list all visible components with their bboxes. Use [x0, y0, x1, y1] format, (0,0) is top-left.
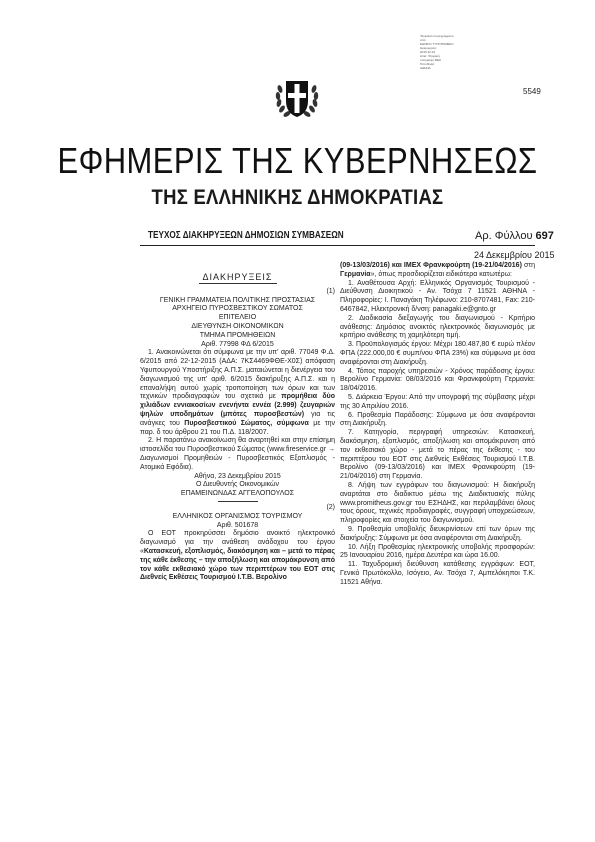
page-number: 5549 — [523, 87, 541, 96]
left-column — [140, 273, 335, 583]
greek-coat-of-arms-icon — [272, 75, 322, 121]
signatory-title: Ο Διευθυντής Οικονομικών — [195, 481, 280, 489]
place-date: Αθήνα, 23 Δεκεμβρίου 2015 — [194, 472, 281, 480]
authority-line: ΔΙΕΥΘΥΝΣΗ ΟΙΚΟΝΟΜΙΚΩΝ — [191, 322, 284, 330]
notice-paragraph: 2. Η παρατάνω ανακοίνωση θα αναρτηθεί και στην επίσημη ιστοσελίδα του Πυροσβεστικού Σώματος (www.fireservice.gr → Διαγωνισμοί Προμηθειών - Πυροσβεστικός Εξοπλισμός - Ατομικά Εφόδια). — [140, 437, 335, 471]
notice-number: (1) — [326, 287, 335, 295]
notice-paragraph: 1. Ανακοινώνεται ότι σύμφωνα με την υπ' αριθ. 77049 Φ.Δ. 6/2015 από 22-12-2015 (ΑΔΑ: 7ΚΣ4469ΦΘΕ-Χ0Σ) απόφαση Υφυπουργού Υποστήριξης Α.Π.Σ. ματαιώνεται η διενέργεια του διαγωνισμού της υπ' αριθ. 6/2015 διακήρυξης Α.Π.Σ. και η επαναλήψη αυτού χωρίς τροποποίηση των όρων και των τεχνικών προδιαγραφών του σχετικά με προμήθεια δύο χιλιάδων εννιακοσίων ενενήντα εννέα (2.999) ζευγαριών ψηλών υποδημάτων (μπότες πυροσβεστών) για τις ανάγκες του Πυροσβεστικού Σώματος, σύμφωνα με την παρ. δ του άρθρου 21 του Π.Δ. 118/2007. — [140, 349, 336, 436]
stamp-line: Ημερομηνία: — [420, 46, 437, 50]
stamp-line: υπογραφή ΦΕΚ — [420, 58, 442, 62]
stamp-line: 2015.12.24 — [420, 50, 436, 54]
issue-type: ΤΕΥΧΟΣ ΔΙΑΚΗΡΥΞΕΩΝ ΔΗΜΟΣΙΩΝ ΣΥΜΒΑΣΕΩΝ — [148, 230, 344, 241]
sheet-number: 697 — [535, 230, 554, 242]
stamp-line: Τοποθεσία: — [420, 62, 435, 66]
notice-item: 5. Διάρκεια Έργου: Από την υπογραφή της σύμβασης μέχρι της 30 Απριλίου 2016. — [340, 393, 535, 410]
reference-number: Αριθ. 77998 ΦΔ 6/2015 — [201, 340, 274, 348]
notice-number: (2) — [326, 503, 335, 511]
stamp-line: ΕΘΝΙΚΟ ΤΥΠΟΓΡΑΦΕΙΟ — [420, 42, 454, 46]
right-column — [340, 262, 535, 587]
sheet-label: Αρ. Φύλλου — [475, 230, 533, 242]
notice-item: 3. Προϋπολογισμός έργου: Μέχρι 180.487,80 € ευρώ πλέον ΦΠΑ (222.000,00 € συμπ/νου ΦΠΑ 23%) και σύμφωνα με όσα αναφέρονται στη Διακήρυξη. — [340, 341, 535, 366]
notice-item: 6. Προθεσμία Παράδοσης: Σύμφωνα με όσα αναφέρονται στη Διακήρυξη. — [340, 411, 535, 428]
gazette-subtitle: ΤΗΣ ΕΛΛΗΝΙΚΗΣ ΔΗΜΟΚΡΑΤΙΑΣ — [151, 186, 444, 209]
sheet-number-label — [475, 230, 554, 242]
stamp-line: ΑΘΗΝΑ — [420, 66, 431, 70]
authority-line: ΕΠΙΤΕΛΕΙΟ — [218, 314, 257, 322]
gazette-title: ΕΦΗΜΕΡΙΣ ΤΗΣ ΚΥΒΕΡΝΗΣΕΩΣ — [57, 140, 538, 181]
issue-date: 24 Δεκεμβρίου 2015 — [474, 250, 555, 260]
digital-signature-stamp — [420, 34, 480, 70]
notice-item: 7. Κατηγορία, περιγραφή υπηρεσιών: Κατασκευή, διακόσμηση, εξοπλισμός, αποξήλωση και απομάκρυνση από τον εκθεσιακό χώρο - μετά το πέρας της έκθεσης - του περιπτέρου του ΕΟΤ στις Διεθνείς Εκθέσεις Τουρισμού Ι.Τ.Β. Βερολίνο (09-13/03/2016) και ΙΜΕΧ Φρανκφούρτη (19-21/04/2016) στη Γερμανία. — [340, 429, 535, 481]
reference-number: Αριθ. 501678 — [216, 521, 259, 529]
section-heading: ΔΙΑΚΗΡΥΞΕΙΣ — [199, 273, 277, 284]
header-divider — [140, 245, 535, 246]
authority-line: ΕΛΛΗΝΙΚΟΣ ΟΡΓΑΝΙΣΜΟΣ ΤΟΥΡΙΣΜΟΥ — [172, 512, 303, 520]
signatory-name: ΕΠΑΜΕΙΝΩΝΔΑΣ ΑΓΓΕΛΟΠΟΥΛΟΣ — [180, 490, 295, 498]
notice-paragraph: (09-13/03/2016) και ΙΜΕΧ Φρανκφούρτη (19-21/04/2016) στη Γερμανία», όπως προσδιορίζεται ειδικότερα κατωτέρω: — [340, 262, 535, 278]
notice-item: 10. Λήξη Προθεσμίας ηλεκτρονικής υποβολής προσφορών: 25 Ιανουαρίου 2016, ημέρα Δευτέρα και ώρα 16.00. — [340, 543, 535, 560]
notice-item: 9. Προθεσμία υποβολής διευκρινίσεων επί των όρων της διακήρυξης: Σύμφωνα με όσα αναφέρονται στη Διακήρυξη. — [340, 525, 535, 542]
authority-line: ΓΕΝΙΚΗ ΓΡΑΜΜΑΤΕΙΑ ΠΟΛΙΤΙΚΗΣ ΠΡΟΣΤΑΣΙΑΣ — [159, 296, 316, 304]
notice-paragraph: Ο ΕΟΤ προκηρύσσει δημόσιο ανοικτό ηλεκτρονικό διαγωνισμό για την ανάθεση ανάδοχου του έργου «Κατασκευή, εξοπλισμός, διακόσμηση και – μετά το πέρας της κάθε έκθεσης – την αποξήλωση και απομάκρυνση από τον κάθε εκθεσιακό χώρο των περιπτέρων του ΕΟΤ στις Διεθνείς Εκθέσεις Τουρισμού Ι.Τ.Β. Βερολίνο — [140, 530, 336, 582]
notice-item: 8. Λήψη των εγγράφων του διαγωνισμού: Η διακήρυξη αναρτάται στο διαδικτυο μέσω της Διαδικτυακής πύλης www.promitheus.gov.gr του ΕΣΗΔΗΣ, και περιλαμβάνει όλους τους όρους, τεχνικές προδιαγραφές, συγγραφή υποχρεώσεων, πληροφορίες και στοιχεία του διαγωνισμού. — [340, 481, 535, 525]
stamp-line: Ψηφιακά υπογεγραμμένο — [420, 34, 454, 38]
authority-line: ΤΜΗΜΑ ΠΡΟΜΗΘΕΙΩΝ — [199, 331, 276, 339]
notice-item: 2. Διαδικασία διεξαγωγής του διαγωνισμού - Κριτήριο ανάθεσης: Δημόσιος ανοικτός ηλεκτρονικός διαγωνισμός με κριτήριο ανάθεσης τη χαμηλότερη τιμή. — [340, 314, 535, 340]
authority-line: ΑΡΧΗΓΕΙΟ ΠΥΡΟΣΒΕΣΤΙΚΟΥ ΣΩΜΑΤΟΣ — [172, 305, 303, 313]
notice-item: 11. Ταχυδρομική διεύθυνση κατάθεσης εγγράφων: ΕΟΤ, Γενικό Πρωτόκολλο, Ισόγειο, Αν. Τσόχα 7, Αμπελόκηποι Τ.Κ. 11521 Αθήνα. — [340, 561, 535, 586]
stamp-line: από — [420, 38, 426, 42]
notice-item: 1. Αναθέτουσα Αρχή: Ελληνικός Οργανισμός Τουρισμού - Διεύθυνση Διοικητικού - Αν. Τσόχα 7 11521 ΑΘΗΝΑ - Πληροφορίες: Ι. Παναγάκη Τηλέφωνο: 210-8707481, Fax: 210-6467842, Ηλεκτρονική δ/νση: panagaki.e@gnto.gr — [340, 279, 535, 313]
notice-item: 4. Τόπος παροχής υπηρεσιών - Χρόνος παράδοσης έργου: Βερολίνο Γερμανία: 08/03/2016 και Φρανκφούρτη Γερμανία: 18/04/2016. — [340, 367, 535, 393]
stamp-line: Αιτία: Ψηφιακή — [420, 54, 440, 58]
notice-divider — [218, 501, 258, 502]
